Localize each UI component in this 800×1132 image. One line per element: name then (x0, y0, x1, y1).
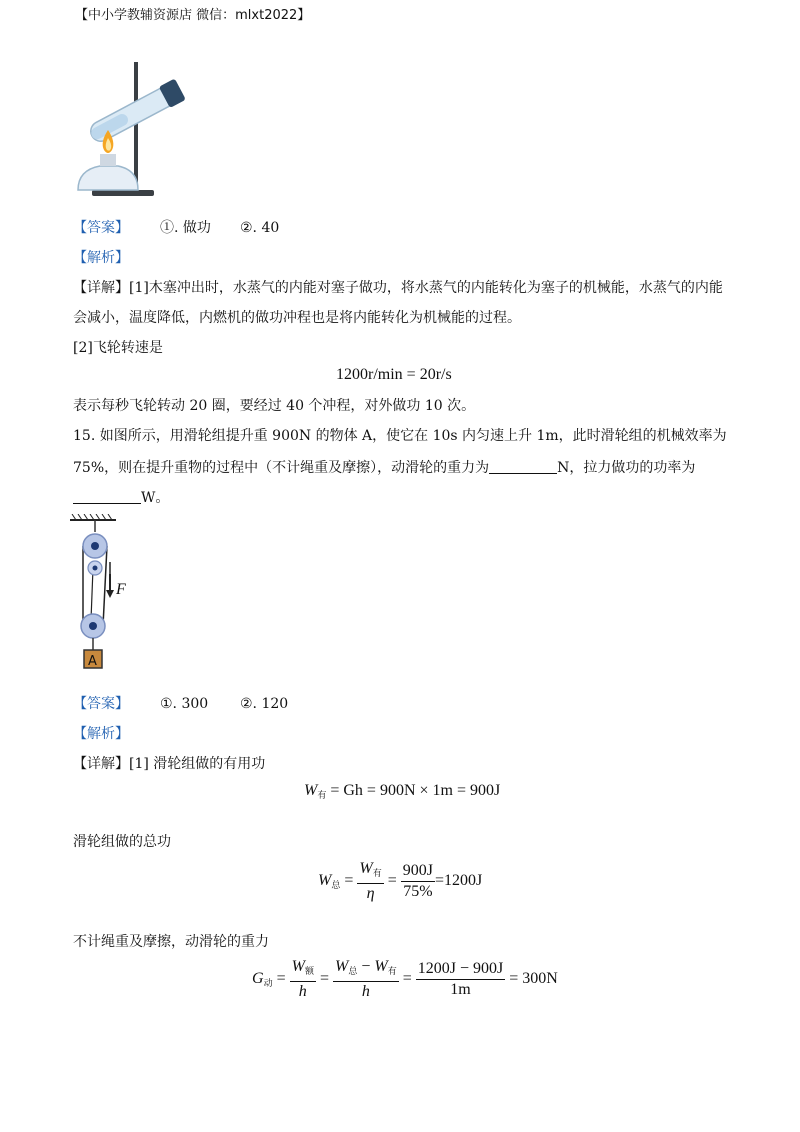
eq2-num-sub: 有 (372, 868, 382, 878)
eq3-fraction-3 (416, 960, 505, 999)
eq3-n2a-sub: 总 (348, 966, 358, 976)
q15-stem-line-1: 15. 如图所示，用滑轮组提升重 900N 的物体 A，使它在 10s 内匀速上升 1m，此时滑轮组的机械效率为 (73, 428, 727, 444)
q14-answer-label: 【答案】 (73, 220, 129, 236)
q15-answer-2: ②. 120 (240, 696, 289, 712)
q14-detail-line-3: [2]飞轮转速是 (73, 340, 163, 356)
answer-blank-2[interactable] (73, 489, 141, 504)
eq2-fraction-1 (357, 860, 383, 903)
eq3-result: = 300N (509, 970, 558, 988)
pulley-system-figure (66, 514, 146, 674)
eq2-den2: 75% (403, 883, 433, 900)
test-tube-heating-figure (70, 58, 200, 203)
q15-detail-line-1 (73, 754, 265, 774)
watermark: 【中小学教辅资源店 微信：mlxt2022】 (75, 8, 311, 23)
eq3-d2: h (361, 983, 370, 1000)
q15-stem-text-3: W。 (141, 490, 170, 506)
eq3-n2b: W (374, 958, 388, 975)
total-work-text: 滑轮组做的总功 (73, 834, 171, 850)
alcohol-lamp (78, 130, 138, 190)
eq3-d3: 1m (450, 981, 471, 998)
eq2-equals: = (344, 872, 354, 890)
eq3-n2b-sub: 有 (387, 966, 397, 976)
eq2-num2: 900J (401, 862, 435, 882)
q15-detail-label: 【详解】 (73, 756, 129, 772)
eq3-fraction-1 (290, 958, 316, 1001)
eq3-n3: 1200J − 900J (416, 960, 505, 980)
q15-stem-text-2a: 75%，则在提升重物的过程中（不计绳重及摩擦），动滑轮的重力为 (73, 460, 490, 476)
force-arrow (106, 574, 114, 598)
block-a-label: A (88, 654, 97, 669)
q14-analysis-label: 【解析】 (73, 250, 129, 266)
eq2-den: η (366, 885, 375, 902)
q14-answer-2: ②. 40 (240, 220, 280, 236)
q15-analysis-label: 【解析】 (73, 726, 129, 742)
q15-stem-text-2b: N，拉力做功的功率为 (557, 460, 696, 476)
eq3-equals-1: = (276, 970, 286, 988)
eq2-fraction-2 (401, 862, 435, 901)
eq3-n1-sub: 额 (304, 966, 314, 976)
useful-work-equation (304, 782, 500, 801)
eq2-num-w: W (359, 860, 373, 877)
eq3-d1: h (298, 983, 307, 1000)
q15-stem-line-2 (73, 458, 695, 478)
fixed-pulley (83, 534, 107, 558)
eq2-w-sub: 总 (331, 880, 341, 891)
eq2-result: =1200J (434, 872, 483, 890)
q15-answer-1: ①. 300 (160, 696, 209, 712)
eq2-w: W (318, 872, 332, 890)
eq1-w: W (304, 782, 318, 799)
eq3-n1: W (291, 958, 305, 975)
small-pulley (88, 561, 102, 575)
stand-rod (134, 62, 138, 194)
eq2-equals-2: = (387, 872, 397, 890)
answer-blank-1[interactable] (489, 459, 557, 474)
q15-stem-line-3 (73, 488, 169, 508)
eq3-fraction-2: $\frac{W_总 - W_有}{h}$ (334, 958, 397, 1000)
q14-detail-label: 【详解】 (73, 280, 129, 296)
q15-detail-text-1: [1] 滑轮组做的有用功 (129, 756, 266, 772)
pulley-gravity-text: 不计绳重及摩擦，动滑轮的重力 (73, 934, 269, 950)
movable-pulley (81, 614, 105, 638)
force-label: F (116, 581, 126, 598)
q14-detail-line-1 (73, 278, 723, 298)
stand-base (92, 190, 154, 196)
eq3-g-sub: 动 (263, 978, 273, 989)
q14-answer-1: ①. 做功 (160, 220, 211, 236)
eq3-g: G (252, 970, 264, 988)
eq1-w-sub: 有 (317, 790, 327, 800)
ceiling-hatch (70, 514, 116, 520)
eq3-equals-3: = (402, 970, 412, 988)
q14-equation: 1200r/min = 20r/s (336, 366, 452, 383)
q14-detail-text-1: [1]木塞冲出时，水蒸气的内能对塞子做功，将水蒸气的内能转化为塞子的机械能，水蒸气的内能 (129, 280, 723, 296)
pulley-gravity-equation (252, 958, 558, 1001)
q14-detail-line-4: 表示每秒飞轮转动 20 圈，要经过 40 个冲程，对外做功 10 次。 (73, 398, 476, 414)
q14-detail-line-2: 会减小，温度降低，内燃机的做功冲程也是将内能转化为机械能的过程。 (73, 310, 521, 326)
total-work-equation (318, 860, 482, 903)
eq1-rhs: = Gh = 900N × 1m = 900J (326, 782, 501, 799)
eq3-equals-2: = (319, 970, 329, 988)
eq3-n2a: W (334, 958, 349, 975)
q15-answer-label: 【答案】 (73, 696, 129, 712)
